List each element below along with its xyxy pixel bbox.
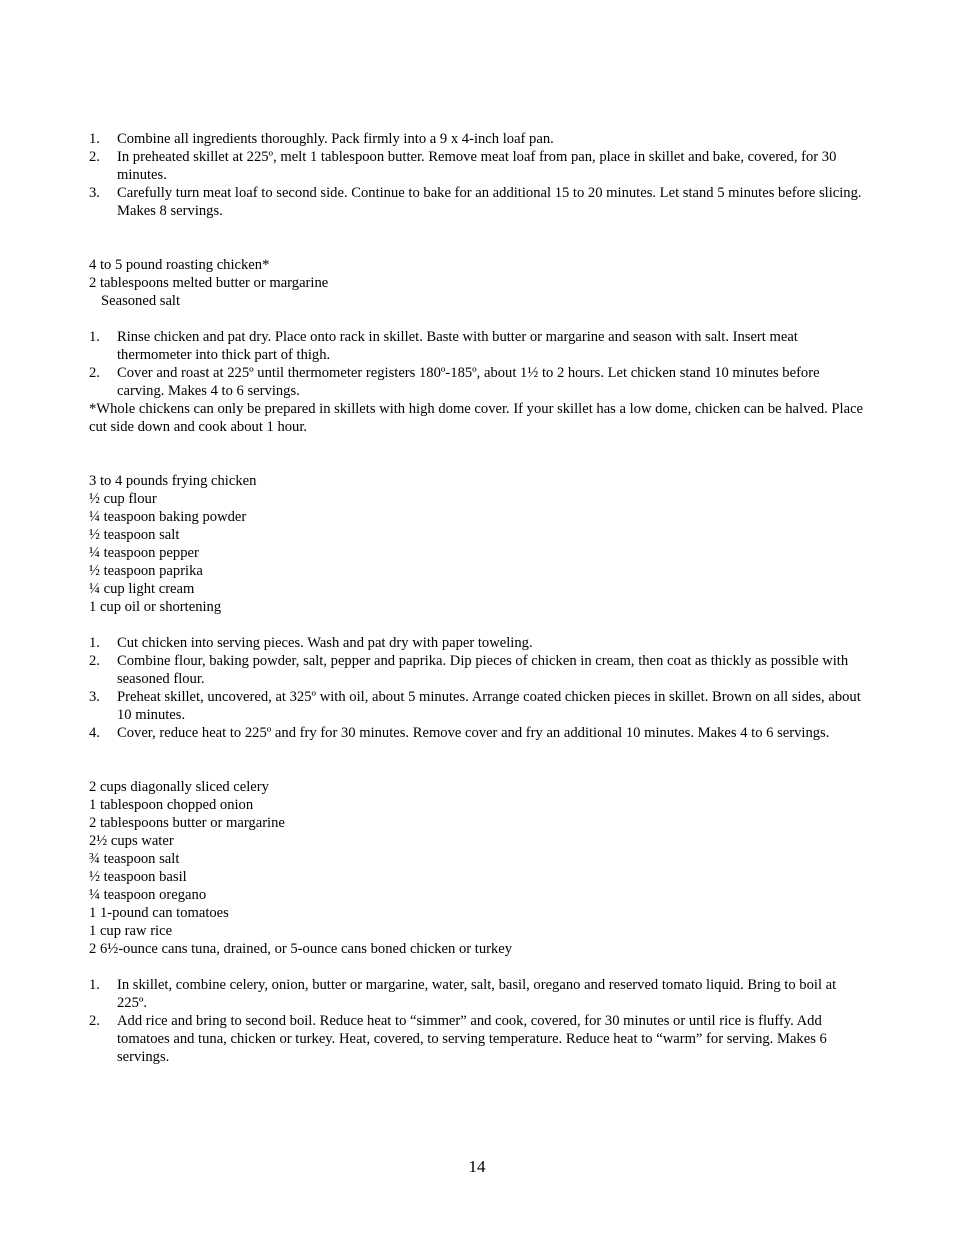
step-number: 4. bbox=[89, 725, 100, 741]
ingredient-line: Seasoned salt bbox=[101, 293, 181, 309]
section-gap bbox=[89, 436, 869, 472]
ingredient-line: 1 tablespoon chopped onion bbox=[89, 797, 254, 813]
ingredient-line: 3 to 4 pounds frying chicken bbox=[89, 473, 257, 489]
meatloaf-steps bbox=[89, 130, 869, 220]
step-text: Cut chicken into serving pieces. Wash and pat dry with paper toweling. bbox=[117, 635, 533, 651]
ingredient-line: 2½ cups water bbox=[89, 833, 174, 849]
step-text: Carefully turn meat loaf to second side. Continue to bake for an additional 15 to 20 minutes. Let stand 5 minutes before slicing. Makes 8 servings. bbox=[117, 185, 862, 219]
tuna-rice-ingredients bbox=[89, 778, 869, 958]
roast-chicken-ingredients bbox=[89, 256, 869, 310]
step-text: In preheated skillet at 225º, melt 1 tablespoon butter. Remove meat loaf from pan, place in skillet and bake, covered, for 30 minutes. bbox=[117, 149, 837, 183]
roast-chicken-note: *Whole chickens can only be prepared in skillets with high dome cover. If your skillet has a low dome, chicken can be halved. Place cut side down and cook about 1 hour. bbox=[89, 401, 864, 435]
fried-chicken-step bbox=[89, 634, 869, 652]
document-page bbox=[89, 130, 869, 1066]
tuna-rice-step bbox=[89, 976, 869, 1012]
step-number: 2. bbox=[89, 653, 100, 669]
ingredient-line: ¾ teaspoon salt bbox=[89, 851, 180, 867]
step-number: 1. bbox=[89, 131, 100, 147]
tuna-rice-steps bbox=[89, 976, 869, 1066]
meatloaf-step bbox=[89, 130, 869, 148]
section-gap bbox=[89, 958, 869, 976]
ingredient-line: 2 6½-ounce cans tuna, drained, or 5-ounce cans boned chicken or turkey bbox=[89, 941, 513, 957]
step-number: 3. bbox=[89, 689, 100, 705]
ingredient-line: ¼ teaspoon baking powder bbox=[89, 509, 247, 525]
step-text: Combine all ingredients thoroughly. Pack firmly into a 9 x 4-inch loaf pan. bbox=[117, 131, 554, 147]
step-text: Cover, reduce heat to 225º and fry for 30 minutes. Remove cover and fry an additional 10 minutes. Makes 4 to 6 servings. bbox=[117, 725, 830, 741]
step-text: Preheat skillet, uncovered, at 325º with oil, about 5 minutes. Arrange coated chicken pieces in skillet. Brown on all sides, about 10 minutes. bbox=[117, 689, 861, 723]
ingredient-line: ¼ cup light cream bbox=[89, 581, 195, 597]
ingredient-line: ½ teaspoon basil bbox=[89, 869, 187, 885]
step-number: 1. bbox=[89, 329, 100, 345]
step-number: 1. bbox=[89, 977, 100, 993]
section-gap bbox=[89, 616, 869, 634]
ingredient-line: ¼ teaspoon pepper bbox=[89, 545, 199, 561]
step-number: 2. bbox=[89, 365, 100, 381]
meatloaf-step bbox=[89, 184, 869, 220]
fried-chicken-steps bbox=[89, 634, 869, 742]
roast-chicken-steps bbox=[89, 328, 869, 400]
step-text: In skillet, combine celery, onion, butter or margarine, water, salt, basil, oregano and reserved tomato liquid. Bring to boil at 225º. bbox=[117, 977, 837, 1011]
meatloaf-step bbox=[89, 148, 869, 184]
ingredient-line: 1 1-pound can tomatoes bbox=[89, 905, 229, 921]
ingredient-line: 4 to 5 pound roasting chicken* bbox=[89, 257, 270, 273]
page-number: 14 bbox=[468, 1157, 486, 1176]
roast-chicken-step bbox=[89, 328, 869, 364]
fried-chicken-step bbox=[89, 724, 869, 742]
fried-chicken-ingredients bbox=[89, 472, 869, 616]
ingredient-line: ½ teaspoon paprika bbox=[89, 563, 203, 579]
step-text: Cover and roast at 225º until thermometer registers 180º-185º, about 1½ to 2 hours. Let chicken stand 10 minutes before carving. Makes 4 to 6 servings. bbox=[117, 365, 820, 399]
ingredient-line: ½ teaspoon salt bbox=[89, 527, 180, 543]
step-number: 3. bbox=[89, 185, 100, 201]
fried-chicken-step bbox=[89, 688, 869, 724]
section-gap bbox=[89, 220, 869, 256]
roast-chicken-step bbox=[89, 364, 869, 400]
tuna-rice-step bbox=[89, 1012, 869, 1066]
step-number: 1. bbox=[89, 635, 100, 651]
ingredient-line: 1 cup raw rice bbox=[89, 923, 173, 939]
fried-chicken-step bbox=[89, 652, 869, 688]
ingredient-line: 2 cups diagonally sliced celery bbox=[89, 779, 269, 795]
step-text: Rinse chicken and pat dry. Place onto rack in skillet. Baste with butter or margarine and season with salt. Insert meat thermometer into thick part of thigh. bbox=[117, 329, 798, 363]
step-text: Combine flour, baking powder, salt, pepper and paprika. Dip pieces of chicken in cream, then coat as thickly as possible with seasoned flour. bbox=[117, 653, 849, 687]
step-text: Add rice and bring to second boil. Reduce heat to “simmer” and cook, covered, for 30 minutes or until rice is fluffy. Add tomatoes and tuna, chicken or turkey. Heat, covered, to serving temperature. Reduce heat to “warm” for serving. Makes 6 servings. bbox=[117, 1013, 827, 1065]
ingredient-line: 1 cup oil or shortening bbox=[89, 599, 222, 615]
step-number: 2. bbox=[89, 1013, 100, 1029]
section-gap bbox=[89, 742, 869, 778]
ingredient-line: 2 tablespoons melted butter or margarine bbox=[89, 275, 329, 291]
ingredient-line: ¼ teaspoon oregano bbox=[89, 887, 207, 903]
step-number: 2. bbox=[89, 149, 100, 165]
ingredient-line: 2 tablespoons butter or margarine bbox=[89, 815, 285, 831]
ingredient-line: ½ cup flour bbox=[89, 491, 157, 507]
section-gap bbox=[89, 310, 869, 328]
